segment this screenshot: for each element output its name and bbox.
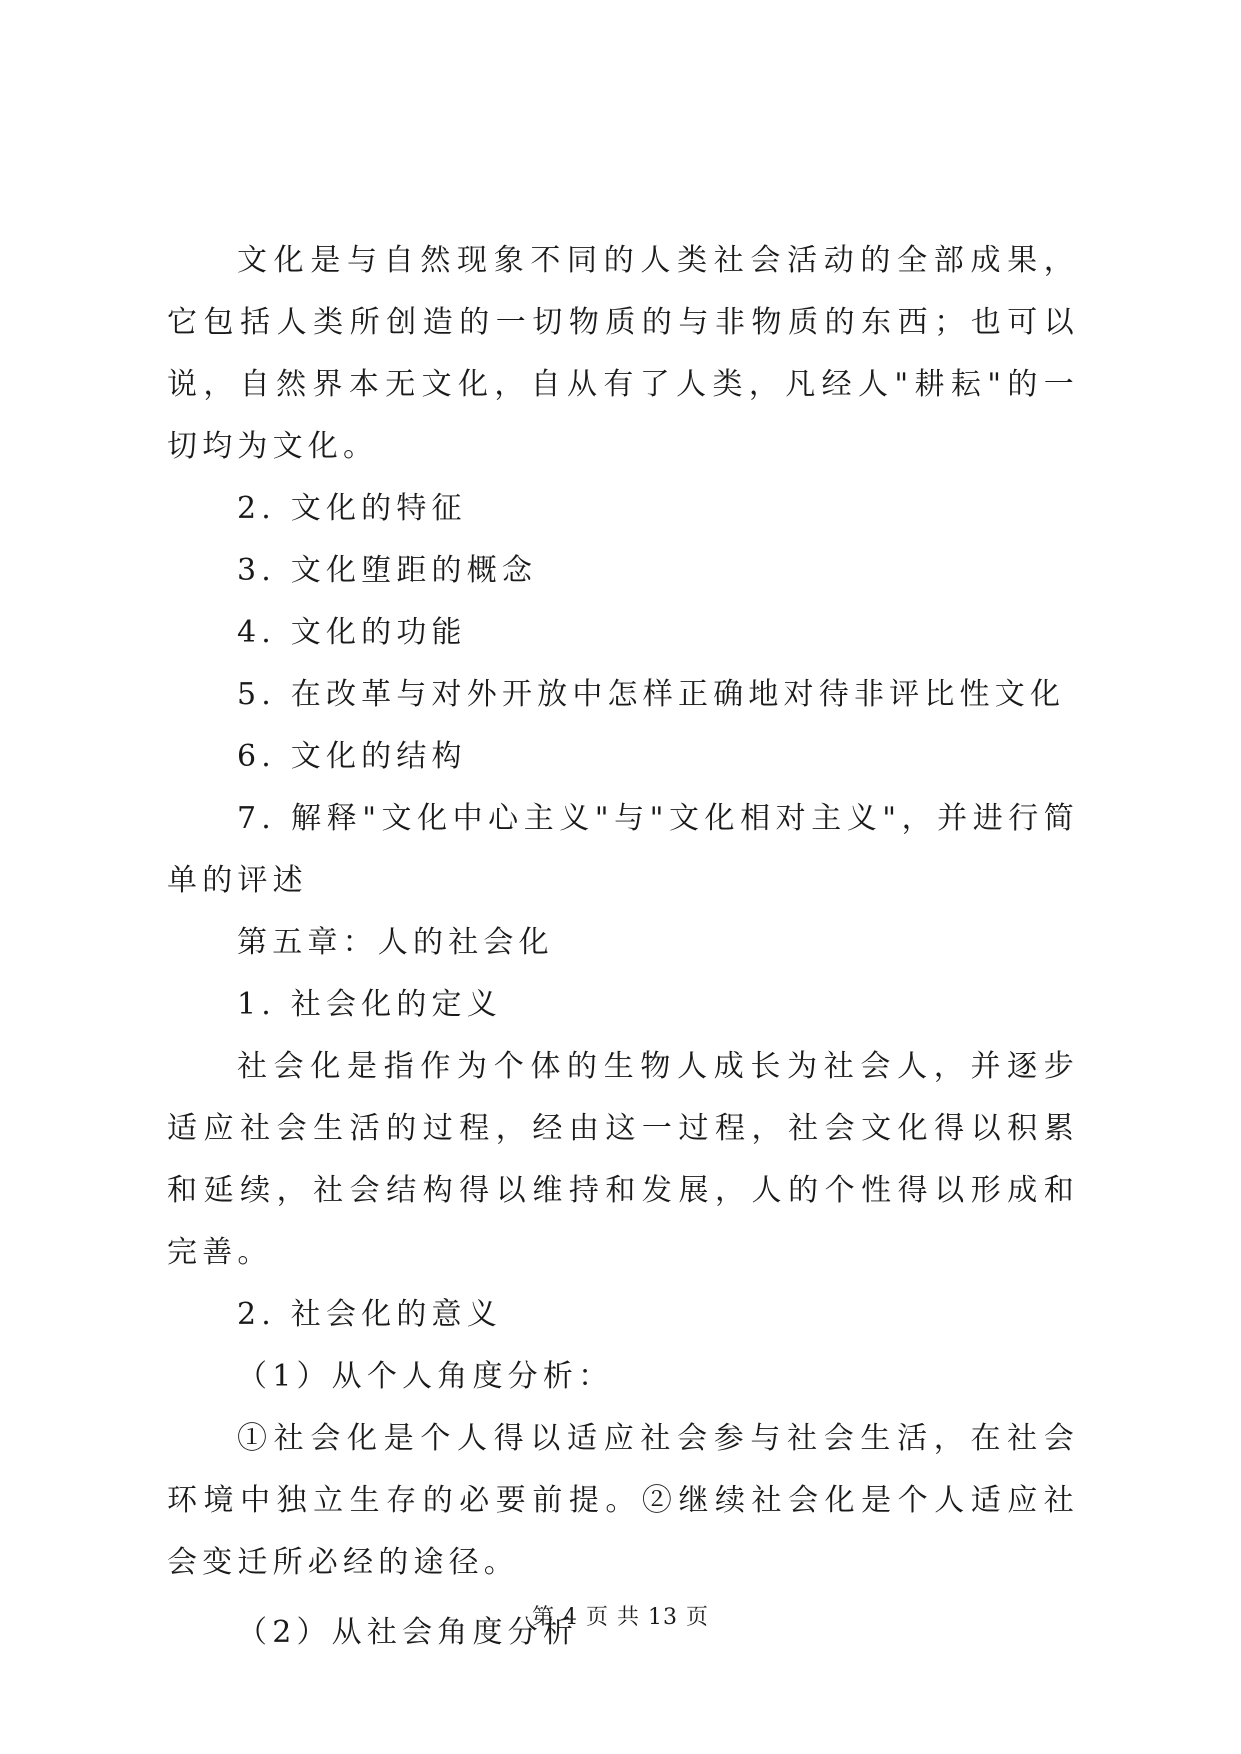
- paragraph-socialization-definition: 社会化是指作为个体的生物人成长为社会人，并逐步适应社会生活的过程，经由这一过程，社会文化得以积累和延续，社会结构得以维持和发展，人的个性得以形成和完善。: [167, 1049, 1079, 1270]
- list-item-culture-features: 2. 文化的特征: [237, 491, 467, 526]
- list-item-culture-structure: 6. 文化的结构: [237, 739, 467, 774]
- paragraph-culture-definition: 文化是与自然现象不同的人类社会活动的全部成果，它包括人类所创造的一切物质的与非物质的东西；也可以说，自然界本无文化，自从有了人类，凡经人"耕耘"的一切均为文化。: [167, 243, 1079, 464]
- list-item-socialization-definition: 1. 社会化的定义: [237, 987, 502, 1022]
- list-item-culture-functions: 4. 文化的功能: [237, 615, 467, 650]
- document-body: [167, 230, 1079, 1664]
- page-number-footer: 第 4 页 共 13 页: [532, 1605, 709, 1630]
- list-item-socialization-meaning: 2. 社会化的意义: [237, 1297, 502, 1332]
- list-item-reform-opening: 5. 在改革与对外开放中怎样正确地对待非评比性文化: [237, 677, 1066, 712]
- list-item-ethnocentrism: 7. 解释"文化中心主义"与"文化相对主义"，并进行简单的评述: [167, 801, 1079, 898]
- sub-item-individual-perspective: （1）从个人角度分析：: [237, 1359, 614, 1394]
- list-item-cultural-lag: 3. 文化堕距的概念: [237, 553, 538, 588]
- paragraph-individual-analysis: ①社会化是个人得以适应社会参与社会生活，在社会环境中独立生存的必要前提。②继续社会化是个人适应社会变迁所必经的途径。: [167, 1421, 1079, 1580]
- chapter-heading: 第五章：人的社会化: [237, 925, 554, 960]
- sub-item-social-perspective: （2）从社会角度分析: [237, 1615, 579, 1650]
